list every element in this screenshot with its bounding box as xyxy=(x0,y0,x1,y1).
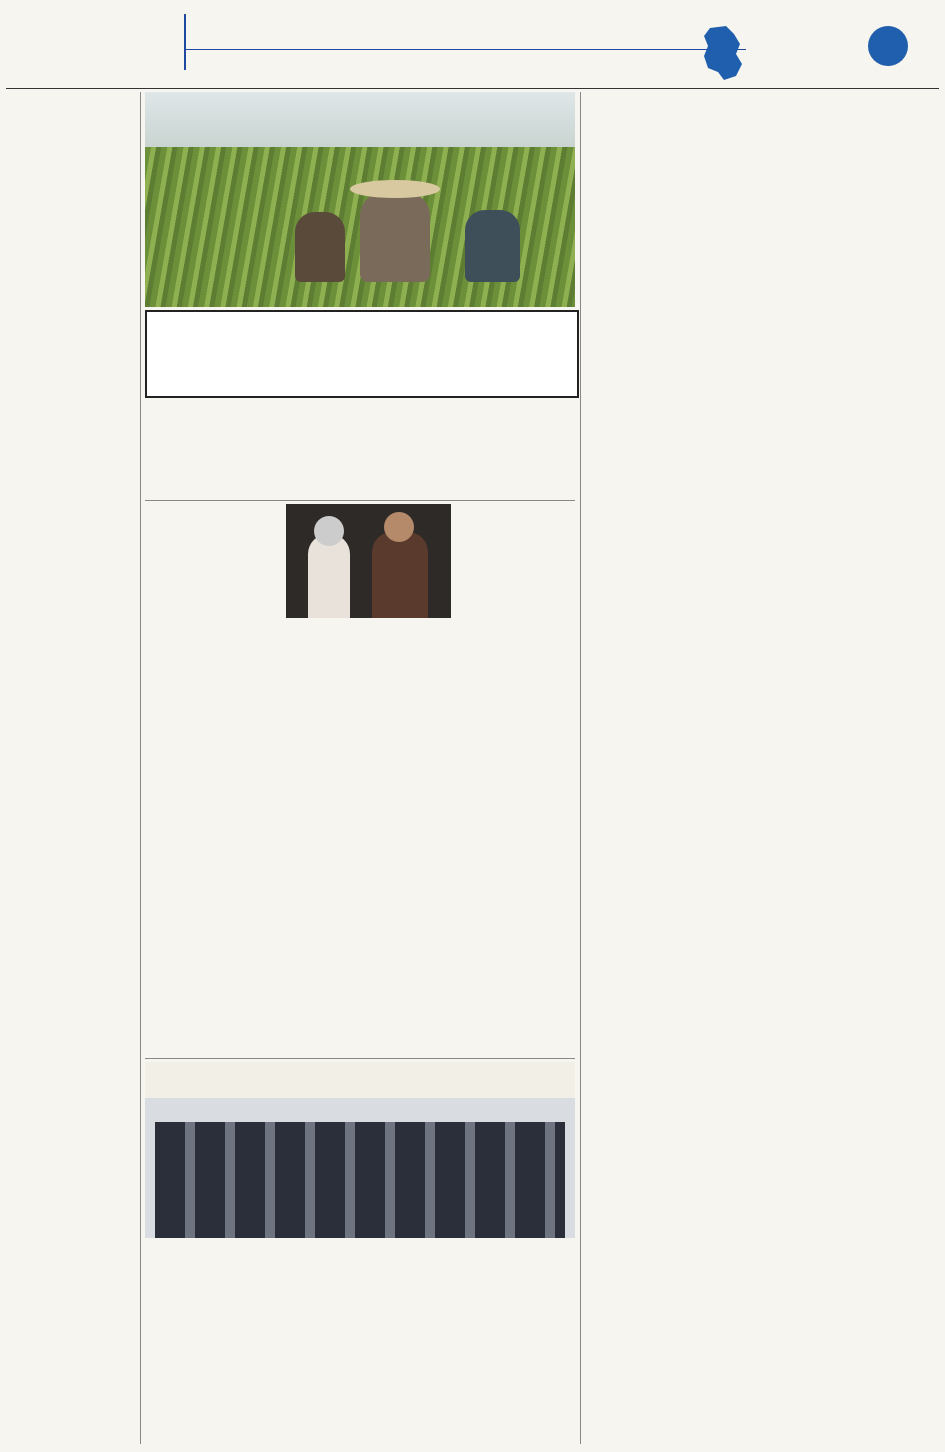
article-viral-video xyxy=(286,622,451,902)
photo-viral-video xyxy=(286,504,451,618)
lead-headline-box xyxy=(145,310,579,398)
person-1 xyxy=(308,534,350,618)
bank-col-2 xyxy=(365,1312,575,1444)
photo-bank-inauguration xyxy=(145,1062,575,1238)
photo-sky xyxy=(145,92,575,152)
article-land-body xyxy=(8,958,136,1288)
column-1 xyxy=(8,92,136,1444)
article-viral-body xyxy=(286,628,451,868)
masthead xyxy=(0,0,945,88)
person-2 xyxy=(372,532,428,618)
lead-bottom-rule xyxy=(145,500,575,501)
article-horse-body xyxy=(457,508,575,828)
page-number xyxy=(868,26,908,66)
farmer-1 xyxy=(295,212,345,282)
col-divider-1 xyxy=(140,92,141,1444)
article-bank-body xyxy=(145,1312,575,1444)
banner xyxy=(145,1062,575,1098)
people-row xyxy=(155,1122,565,1238)
article-horse-meat xyxy=(457,504,575,892)
article-inani-body xyxy=(8,96,136,316)
article-bandarban-body xyxy=(582,97,700,527)
masthead-divider xyxy=(184,14,186,70)
article-madaripur-body xyxy=(8,322,136,732)
column-3-articles xyxy=(582,94,700,1444)
lead-col-2 xyxy=(291,400,429,498)
lead-photo-rice-field xyxy=(145,92,575,307)
person-2-face xyxy=(384,512,414,542)
col-divider-3 xyxy=(580,92,581,1444)
bank-col-1 xyxy=(145,1312,355,1444)
article-wife-body xyxy=(145,508,280,1008)
farmer-hat xyxy=(350,180,440,198)
lead-body xyxy=(145,400,575,498)
mid-rule xyxy=(145,1058,575,1059)
article-wife-fled xyxy=(145,504,280,1054)
top-border xyxy=(6,88,939,89)
farmer-2 xyxy=(360,192,430,282)
masthead-rule xyxy=(186,49,746,50)
lead-headline xyxy=(147,312,577,324)
bangladesh-map-icon xyxy=(700,24,744,82)
lead-col-1 xyxy=(145,400,283,498)
farmer-3 xyxy=(465,210,520,282)
article-tv-body xyxy=(8,738,136,952)
lead-col-3 xyxy=(437,400,575,498)
article-bank-headline-box xyxy=(145,1242,575,1308)
person-face-blur xyxy=(314,516,344,546)
article-tea-body xyxy=(582,531,700,775)
